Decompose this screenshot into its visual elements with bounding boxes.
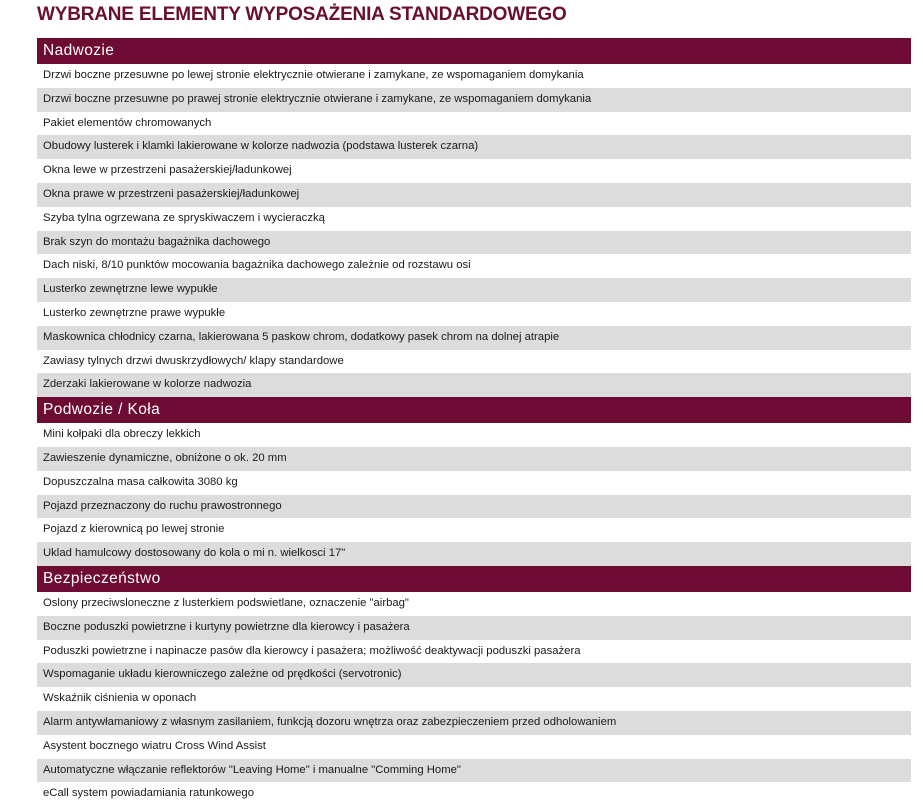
list-item: Okna lewe w przestrzeni pasażerskiej/ładunkowej (37, 159, 911, 183)
list-item: Maskownica chłodnicy czarna, lakierowana 5 paskow chrom, dodatkowy pasek chrom na dolnej atrapie (37, 326, 911, 350)
list-item: eCall system powiadamiania ratunkowego (37, 782, 911, 806)
list-item: Boczne poduszki powietrzne i kurtyny powietrzne dla kierowcy i pasażera (37, 616, 911, 640)
list-item: Szyba tylna ogrzewana ze spryskiwaczem i wycieraczką (37, 207, 911, 231)
list-item: Pakiet elementów chromowanych (37, 112, 911, 136)
list-item: Alarm antywłamaniowy z własnym zasilaniem, funkcją dozoru wnętrza oraz zabezpieczeniem przed odholowaniem (37, 711, 911, 735)
section-items-bezpieczenstwo (37, 592, 911, 806)
list-item: Automatyczne włączanie reflektorów "Leaving Home" i manualne "Comming Home" (37, 759, 911, 783)
equipment-list (37, 38, 911, 806)
list-item: Wspomaganie układu kierowniczego zależne od prędkości (servotronic) (37, 663, 911, 687)
list-item: Okna prawe w przestrzeni pasażerskiej/ładunkowej (37, 183, 911, 207)
list-item: Obudowy lusterek i klamki lakierowane w kolorze nadwozia (podstawa lusterek czarna) (37, 135, 911, 159)
list-item: Dopuszczalna masa całkowita 3080 kg (37, 471, 911, 495)
list-item: Drzwi boczne przesuwne po lewej stronie elektrycznie otwierane i zamykane, ze wspomaganiem domykania (37, 64, 911, 88)
list-item: Zderzaki lakierowane w kolorze nadwozia (37, 373, 911, 397)
list-item: Dach niski, 8/10 punktów mocowania bagażnika dachowego zależnie od rozstawu osi (37, 254, 911, 278)
section-items-podwozie (37, 423, 911, 566)
section-items-nadwozie (37, 64, 911, 397)
section-header-nadwozie: Nadwozie (37, 38, 911, 64)
list-item: Oslony przeciwsloneczne z lusterkiem podswietlane, oznaczenie "airbag" (37, 592, 911, 616)
list-item: Lusterko zewnętrzne prawe wypukłe (37, 302, 911, 326)
list-item: Poduszki powietrzne i napinacze pasów dla kierowcy i pasażera; możliwość deaktywacji poduszki pasażera (37, 640, 911, 664)
list-item: Zawieszenie dynamiczne, obniżone o ok. 20 mm (37, 447, 911, 471)
list-item: Zawiasy tylnych drzwi dwuskrzydłowych/ klapy standardowe (37, 350, 911, 374)
list-item: Asystent bocznego wiatru Cross Wind Assist (37, 735, 911, 759)
section-header-podwozie: Podwozie / Koła (37, 397, 911, 423)
list-item: Brak szyn do montażu bagażnika dachowego (37, 231, 911, 255)
list-item: Uklad hamulcowy dostosowany do kola o mi n. wielkosci 17" (37, 542, 911, 566)
list-item: Lusterko zewnętrzne lewe wypukłe (37, 278, 911, 302)
list-item: Pojazd z kierownicą po lewej stronie (37, 518, 911, 542)
section-header-bezpieczenstwo: Bezpieczeństwo (37, 566, 911, 592)
list-item: Pojazd przeznaczony do ruchu prawostronnego (37, 495, 911, 519)
list-item: Drzwi boczne przesuwne po prawej stronie elektrycznie otwierane i zamykane, ze wspomaganiem domykania (37, 88, 911, 112)
list-item: Mini kołpaki dla obreczy lekkich (37, 423, 911, 447)
list-item: Wskaźnik ciśnienia w oponach (37, 687, 911, 711)
page-title: WYBRANE ELEMENTY WYPOSAŻENIA STANDARDOWEGO (37, 4, 567, 25)
